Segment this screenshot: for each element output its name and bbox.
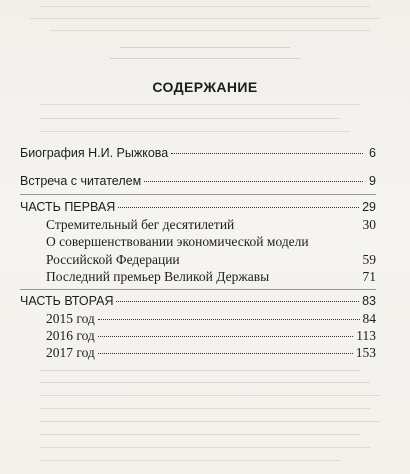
show-through-line <box>50 30 370 31</box>
show-through-line <box>40 370 360 371</box>
show-through-line <box>40 421 380 422</box>
toc-entry-biography[interactable] <box>20 145 376 161</box>
toc-entry-part-two[interactable] <box>20 293 376 309</box>
toc-entry-part-one[interactable] <box>20 199 376 215</box>
show-through-line <box>120 47 290 48</box>
show-through-line <box>40 131 350 132</box>
toc-page-number: 113 <box>356 328 376 343</box>
dot-leader <box>98 336 353 337</box>
toc-entry-label: Стремительный бег десятилетий <box>46 217 235 232</box>
toc-entry-last-premier[interactable] <box>46 269 376 285</box>
toc-entry-2016[interactable] <box>46 328 376 344</box>
dot-leader <box>237 225 359 226</box>
toc-entry-label: Биография Н.И. Рыжкова <box>20 146 169 160</box>
toc-entry-2017[interactable] <box>46 345 376 361</box>
dot-leader <box>118 207 359 208</box>
dot-leader <box>171 153 363 154</box>
toc-entry-economic-model-line1[interactable]: О совершенствовании экономической модели <box>46 234 309 249</box>
section-divider <box>20 289 376 290</box>
toc-page-number: 30 <box>362 217 376 232</box>
dot-leader <box>98 353 353 354</box>
dot-leader <box>272 277 359 278</box>
show-through-line <box>40 6 370 7</box>
show-through-line <box>40 408 370 409</box>
toc-page-number: 71 <box>362 269 376 284</box>
show-through-line <box>40 447 370 448</box>
show-through-line <box>40 382 370 383</box>
toc-entry-label: Последний премьер Великой Державы <box>46 269 270 284</box>
toc-entry-label: 2016 год <box>46 328 95 343</box>
toc-entry-economic-model-line2[interactable] <box>46 252 376 268</box>
show-through-line <box>40 104 360 105</box>
toc-page-number: 29 <box>362 200 376 214</box>
toc-entry-label: ЧАСТЬ ПЕРВАЯ <box>20 200 116 214</box>
page-title: СОДЕРЖАНИЕ <box>152 79 258 95</box>
toc-page-number: 9 <box>369 174 376 188</box>
toc-entry-2015[interactable] <box>46 311 376 327</box>
dot-leader <box>144 181 363 182</box>
show-through-line <box>40 460 340 461</box>
show-through-line <box>110 58 300 59</box>
toc-page-number: 84 <box>362 311 376 326</box>
toc-entry-label: 2015 год <box>46 311 95 326</box>
toc-page-number: 153 <box>355 345 376 360</box>
section-divider <box>20 194 376 195</box>
show-through-line <box>40 434 360 435</box>
toc-entry-decades[interactable] <box>46 217 376 233</box>
toc-page-number: 6 <box>369 146 376 160</box>
show-through-line <box>40 395 380 396</box>
dot-leader <box>116 301 359 302</box>
toc-page-number: 83 <box>362 294 376 308</box>
toc-entry-label: 2017 год <box>46 345 95 360</box>
toc-entry-label: Встреча с читателем <box>20 174 142 188</box>
dot-leader <box>183 260 360 261</box>
toc-entry-label: Российской Федерации <box>46 252 180 267</box>
dot-leader <box>98 319 360 320</box>
toc-entry-label: ЧАСТЬ ВТОРАЯ <box>20 294 114 308</box>
toc-entry-meeting[interactable] <box>20 173 376 189</box>
toc-page-number: 59 <box>362 252 376 267</box>
show-through-line <box>40 118 340 119</box>
show-through-line <box>30 18 380 19</box>
